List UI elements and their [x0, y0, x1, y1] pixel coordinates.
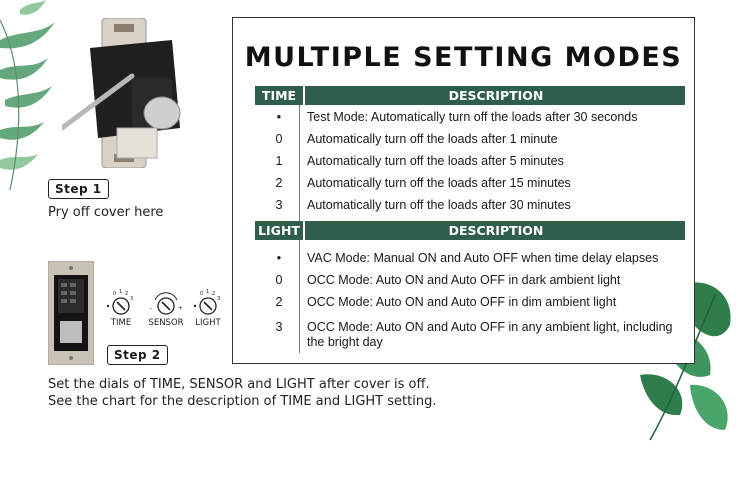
svg-text:1: 1 — [119, 289, 123, 295]
step-2-label: Step 2 — [107, 345, 168, 365]
row-description: OCC Mode: Auto ON and Auto OFF in dark ambient light — [307, 273, 621, 287]
row-key: 2 — [275, 176, 283, 190]
svg-text:+: + — [178, 305, 183, 312]
svg-text:2: 2 — [125, 291, 129, 297]
time-dial-icon — [106, 288, 136, 318]
instruction-line-2: See the chart for the description of TIME and LIGHT setting. — [48, 394, 437, 409]
sensor-dial — [146, 288, 186, 328]
light-dial-icon — [193, 288, 223, 318]
chart-title: MULTIPLE SETTING MODES — [244, 42, 683, 73]
row-key: 2 — [275, 295, 283, 309]
time-header-key: TIME — [261, 88, 297, 103]
row-description: OCC Mode: Auto ON and Auto OFF in dim ambient light — [307, 295, 617, 309]
row-key: 3 — [275, 320, 283, 334]
svg-text:3: 3 — [217, 296, 221, 302]
instruction-line-1: Set the dials of TIME, SENSOR and LIGHT after cover is off. — [48, 377, 430, 392]
svg-text:2: 2 — [212, 291, 216, 297]
row-description: VAC Mode: Manual ON and Auto OFF when time delay elapses — [307, 251, 659, 265]
row-description: Test Mode: Automatically turn off the loads after 30 seconds — [307, 110, 638, 124]
step-1-label: Step 1 — [48, 179, 109, 199]
light-dial-label: LIGHT — [195, 318, 221, 328]
sensor-dial-icon — [149, 288, 183, 318]
setup-instructions — [48, 376, 436, 410]
step-1-instruction: Pry off cover here — [48, 205, 164, 220]
row-description: Automatically turn off the loads after 5 minutes — [307, 154, 564, 168]
row-key: • — [276, 110, 282, 124]
row-description: OCC Mode: Auto ON and Auto OFF in any ambient light, including the bright day — [307, 320, 673, 349]
time-header-description: DESCRIPTION — [448, 88, 544, 103]
row-key: 0 — [275, 132, 283, 146]
time-dial — [103, 288, 139, 328]
svg-text:1: 1 — [206, 289, 210, 295]
light-header-description: DESCRIPTION — [448, 223, 544, 238]
wall-switch-illustration — [48, 261, 94, 365]
svg-text:3: 3 — [130, 296, 134, 302]
leaf-decoration-top-left-icon — [0, 0, 70, 200]
row-key: 0 — [275, 273, 283, 287]
row-description: Automatically turn off the loads after 30 minutes — [307, 198, 571, 212]
svg-text:0: 0 — [113, 291, 117, 297]
time-dial-label: TIME — [110, 318, 132, 328]
row-description: Automatically turn off the loads after 15 minutes — [307, 176, 571, 190]
row-key: 3 — [275, 198, 283, 212]
light-header-key: LIGHT — [258, 223, 300, 238]
svg-text:0: 0 — [200, 291, 204, 297]
row-key: • — [276, 251, 282, 265]
svg-text:-: - — [150, 305, 153, 312]
row-description: Automatically turn off the loads after 1 minute — [307, 132, 558, 146]
sensor-device-illustration — [62, 18, 212, 168]
time-section-header — [255, 86, 685, 105]
setting-modes-chart — [232, 17, 695, 364]
row-key: 1 — [275, 154, 283, 168]
sensor-dial-label: SENSOR — [148, 318, 184, 328]
light-section-header — [255, 221, 685, 240]
light-dial — [191, 288, 225, 328]
